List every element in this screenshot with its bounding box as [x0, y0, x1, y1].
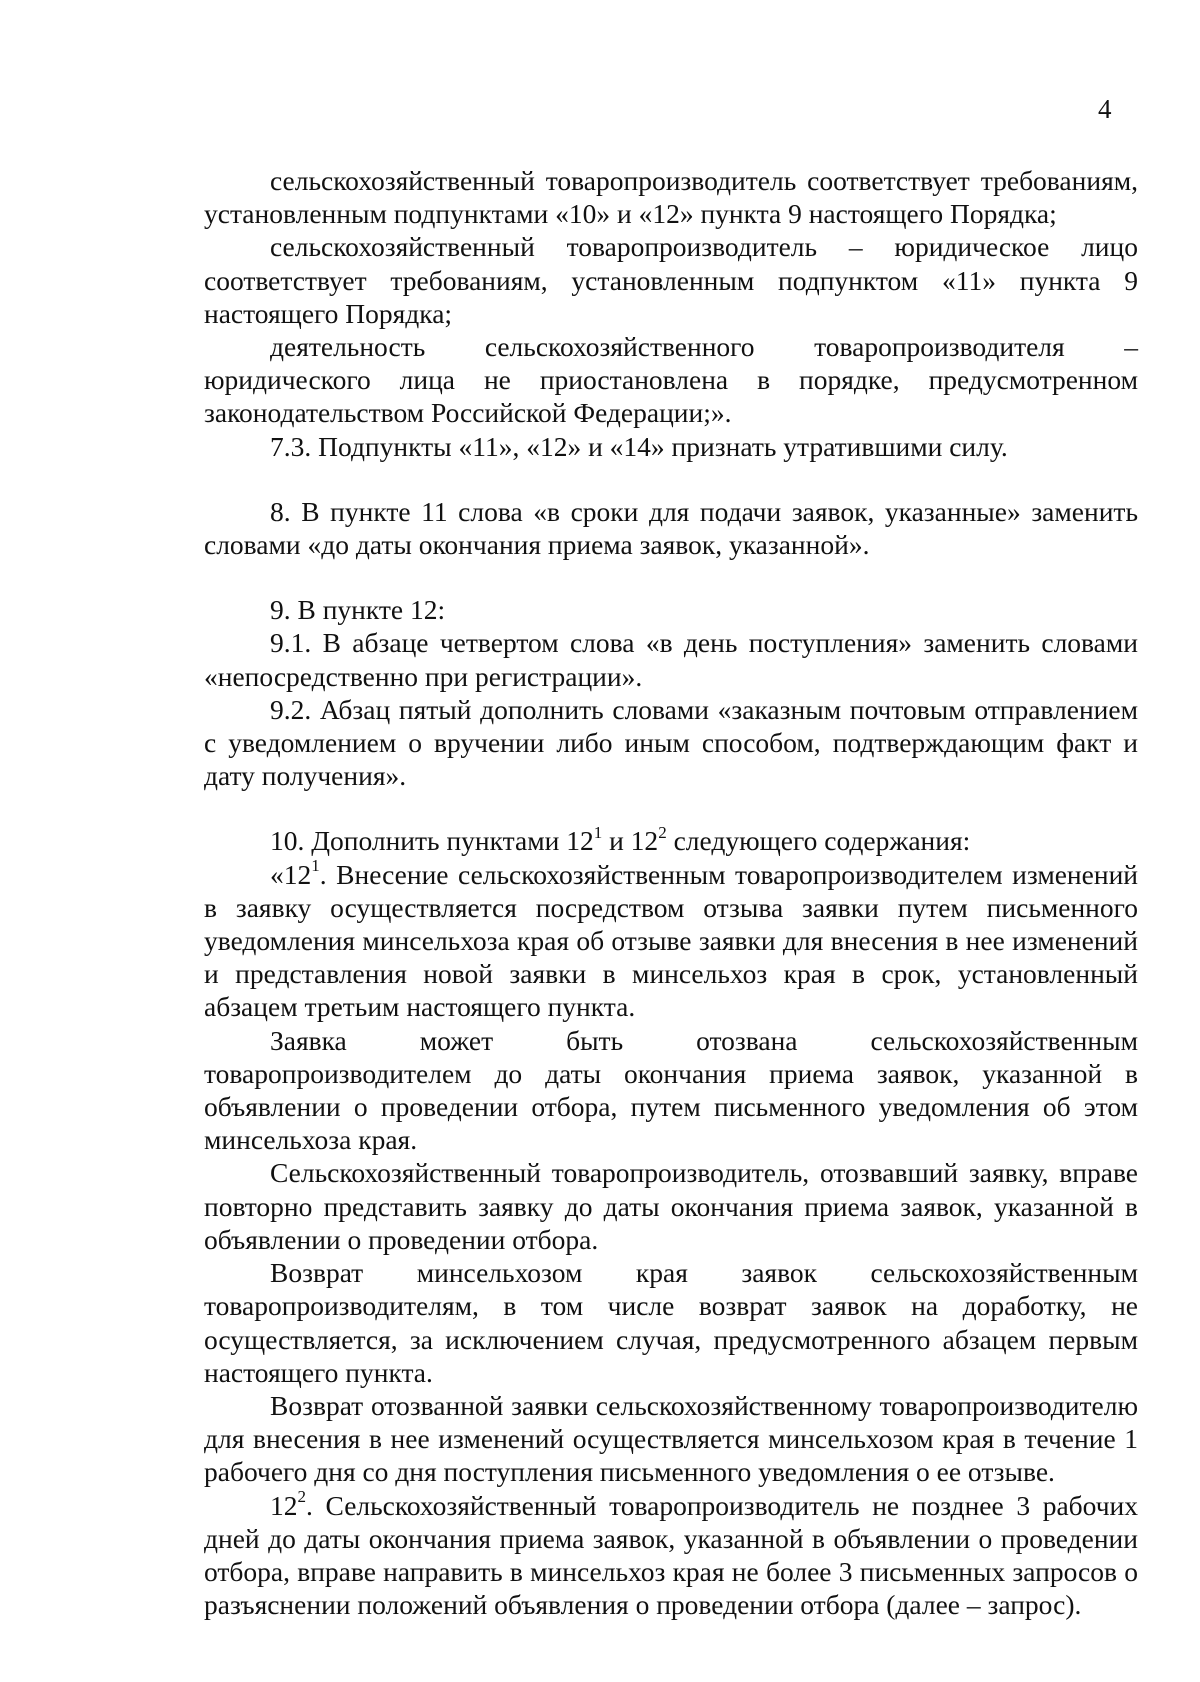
paragraph-12-2-text-b: . Сельскохозяйственный товаропроизводитель не позднее 3 рабочих дней до даты окончания приема заявок, указанной в объявлении о проведении отбора, вправе направить в минсельхоз края не более 3 письменных запросов о разъяснении положений объявления о проведении отбора (далее – запрос). — [204, 1489, 1138, 1621]
paragraph-12-1-text-b: . Внесение сельскохозяйственным товаропроизводителем изменений в заявку осуществляется посредством отзыва заявки путем письменного уведомления минсельхоза края об отзыве заявки для внесения в нее изменений и представления новой заявки в минсельхоз края в срок, установленный абзацем третьим настоящего пункта. — [204, 858, 1138, 1023]
paragraph-10-text-a: 10. Дополнить пунктами 12 — [270, 825, 594, 857]
superscript-2: 2 — [297, 1487, 307, 1507]
paragraph-10-text-b: и 12 — [602, 825, 659, 857]
paragraph-withdrawal: Заявка может быть отозвана сельскохозяйственным товаропроизводителем до даты окончания приема заявок, указанной в объявлении о проведении отбора, путем письменного уведомления об этом минсельхоза края. — [204, 1024, 1138, 1156]
paragraph-resubmission: Сельскохозяйственный товаропроизводитель, отозвавший заявку, вправе повторно представить заявку до даты окончания приема заявок, указанной в объявлении о проведении отбора. — [204, 1157, 1138, 1255]
document-body — [204, 164, 1138, 1621]
paragraph-12-2 — [204, 1489, 1138, 1622]
paragraph-no-return: Возврат минсельхозом края заявок сельскохозяйственным товаропроизводителям, в том числе возврат заявок на доработку, не осуществляется, за исключением случая, предусмотренного абзацем первым настоящего пункта. — [204, 1257, 1138, 1388]
paragraph-12-2-text-a: 12 — [270, 1489, 298, 1521]
paragraph-requirement-10-12: сельскохозяйственный товаропроизводитель соответствует требованиям, установленным подпунктами «10» и «12» пункта 9 настоящего Порядка; — [204, 165, 1138, 230]
paragraph-activity-not-suspended: деятельность сельскохозяйственного товаропроизводителя – юридического лица не приостановлена в порядке, предусмотренном законодательством Российской Федерации;». — [204, 331, 1138, 429]
paragraph-9-2: 9.2. Абзац пятый дополнить словами «заказным почтовым отправлением с уведомлением о вручении либо иным способом, подтверждающим факт и дату получения». — [204, 693, 1138, 792]
paragraph-return-withdrawn: Возврат отозванной заявки сельскохозяйственному товаропроизводителю для внесения в нее изменений осуществляется минсельхозом края в течение 1 рабочего дня со дня поступления письменного уведомления о ее отзыве. — [204, 1389, 1138, 1488]
paragraph-9: 9. В пункте 12: — [270, 594, 446, 626]
paragraph-7-3: 7.3. Подпункты «11», «12» и «14» признать утратившими силу. — [270, 430, 1008, 462]
page-number: 4 — [1098, 94, 1112, 124]
superscript-1: 1 — [311, 856, 320, 876]
superscript-2: 2 — [658, 823, 667, 843]
superscript-1: 1 — [593, 823, 603, 843]
paragraph-10 — [204, 824, 1138, 857]
paragraph-10-text-c: следующего содержания: — [666, 825, 971, 857]
paragraph-9-1: 9.1. В абзаце четвертом слова «в день поступления» заменить словами «непосредственно при регистрации». — [204, 627, 1138, 692]
paragraph-12-1 — [204, 858, 1138, 1024]
paragraph-12-1-text-a: «12 — [270, 858, 312, 890]
paragraph-8: 8. В пункте 11 слова «в сроки для подачи заявок, указанные» заменить словами «до даты окончания приема заявок, указанной». — [204, 495, 1138, 561]
paragraph-requirement-11: сельскохозяйственный товаропроизводитель – юридическое лицо соответствует требованиям, установленным подпунктом «11» пункта 9 настоящего Порядка; — [204, 231, 1138, 329]
